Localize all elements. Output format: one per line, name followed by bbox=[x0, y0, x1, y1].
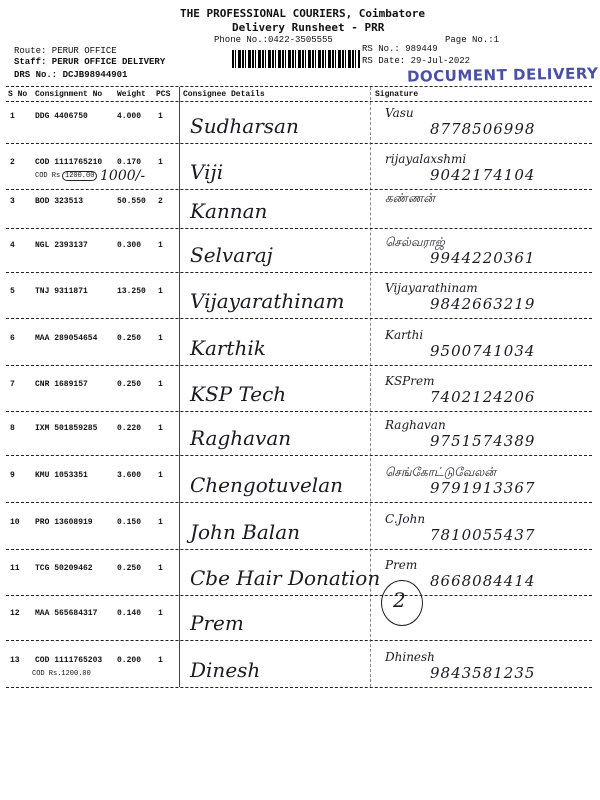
row-weight: 0.250 bbox=[117, 380, 142, 389]
col-sno: S No bbox=[8, 90, 28, 99]
col-consignee: Consignee Details bbox=[183, 90, 265, 99]
row-pcs: 1 bbox=[158, 241, 163, 250]
row-pcs: 1 bbox=[158, 158, 163, 167]
row-phone: 9791913367 bbox=[430, 479, 536, 497]
rs-number: RS No.: 989449 bbox=[362, 44, 438, 54]
row-phone: 7810055437 bbox=[430, 526, 536, 544]
signature-divider bbox=[370, 87, 371, 687]
row-separator bbox=[6, 640, 592, 641]
document-delivery-stamp: DOCUMENT DELIVERY bbox=[406, 64, 599, 86]
row-consignment: KMU 1053351 bbox=[35, 471, 88, 480]
row-sno: 8 bbox=[10, 424, 15, 433]
col-pcs: PCS bbox=[156, 90, 171, 99]
row-separator bbox=[6, 143, 592, 144]
row-signature: கண்ணன் bbox=[385, 191, 435, 205]
row-separator bbox=[6, 365, 592, 366]
row-sno: 7 bbox=[10, 380, 15, 389]
row-sno: 13 bbox=[10, 656, 20, 665]
row-pcs: 1 bbox=[158, 112, 163, 121]
row-pcs: 1 bbox=[158, 334, 163, 343]
row-sno: 5 bbox=[10, 287, 15, 296]
row-pcs: 1 bbox=[158, 564, 163, 573]
row-consignment: DDG 4406750 bbox=[35, 112, 88, 121]
company-name: THE PROFESSIONAL COURIERS, Coimbatore bbox=[180, 7, 426, 20]
row-signature: Vijayarathinam bbox=[385, 281, 478, 295]
row-pcs: 1 bbox=[158, 518, 163, 527]
cod-line: COD Rs.1200.00 bbox=[32, 670, 91, 678]
row-consignee-name: Selvaraj bbox=[190, 243, 273, 267]
row-sno: 3 bbox=[10, 197, 15, 206]
row-weight: 0.220 bbox=[117, 424, 142, 433]
row-consignment: MAA 289054654 bbox=[35, 334, 98, 343]
row-weight: 50.550 bbox=[117, 197, 146, 206]
header-rule bbox=[6, 101, 592, 102]
row-signature: செங்கோட்டுவேலன் bbox=[385, 465, 496, 479]
row-sno: 11 bbox=[10, 564, 20, 573]
row-signature: KSPrem bbox=[385, 374, 435, 388]
phone-number: Phone No.:0422-3505555 bbox=[214, 35, 333, 45]
page-number: Page No.:1 bbox=[445, 35, 500, 45]
row-separator bbox=[6, 502, 592, 503]
row-signature: rijayalaxshmi bbox=[385, 152, 467, 166]
document-title: Delivery Runsheet - PRR bbox=[232, 21, 385, 34]
consignee-divider bbox=[179, 87, 180, 687]
row-separator bbox=[6, 549, 592, 550]
row-phone: 9500741034 bbox=[430, 342, 536, 360]
row-sno: 4 bbox=[10, 241, 15, 250]
row-weight: 0.140 bbox=[117, 609, 142, 618]
rs-date: RS Date: 29-Jul-2022 bbox=[362, 56, 471, 66]
row-weight: 13.250 bbox=[117, 287, 146, 296]
row-pcs: 2 bbox=[158, 197, 163, 206]
row-phone: 9843581235 bbox=[430, 664, 536, 682]
cod-amount-circled: 1200.00 bbox=[62, 171, 97, 181]
row-sno: 1 bbox=[10, 112, 15, 121]
row-phone: 8778506998 bbox=[430, 120, 536, 138]
row-signature: Vasu bbox=[385, 106, 414, 120]
row-consignment: BOD 323513 bbox=[35, 197, 84, 206]
row-separator bbox=[6, 687, 592, 688]
row-weight: 3.600 bbox=[117, 471, 142, 480]
row-pcs: 1 bbox=[158, 380, 163, 389]
col-signature: Signature bbox=[375, 90, 419, 99]
row-signature: Prem bbox=[385, 558, 418, 572]
circled-note: 2 bbox=[393, 588, 406, 612]
row-consignee-name: KSP Tech bbox=[190, 382, 287, 406]
row-signature: Raghavan bbox=[385, 418, 446, 432]
row-sno: 10 bbox=[10, 518, 20, 527]
row-weight: 0.150 bbox=[117, 518, 142, 527]
row-weight: 0.300 bbox=[117, 241, 142, 250]
row-separator bbox=[6, 595, 592, 596]
row-pcs: 1 bbox=[158, 656, 163, 665]
row-consignment: CNR 1689157 bbox=[35, 380, 88, 389]
row-consignment: COD 1111765203 bbox=[35, 656, 103, 665]
row-sno: 9 bbox=[10, 471, 15, 480]
row-sno: 12 bbox=[10, 609, 20, 618]
row-consignment: TCG 50209462 bbox=[35, 564, 93, 573]
row-separator bbox=[6, 189, 592, 190]
row-pcs: 1 bbox=[158, 424, 163, 433]
cod-prefix: COD Rs bbox=[35, 172, 61, 180]
row-weight: 0.200 bbox=[117, 656, 142, 665]
row-consignee-name: Karthik bbox=[190, 336, 266, 360]
row-consignee-name: Dinesh bbox=[190, 658, 261, 682]
row-phone: 9751574389 bbox=[430, 432, 536, 450]
row-pcs: 1 bbox=[158, 471, 163, 480]
table-top-rule bbox=[6, 86, 592, 87]
row-phone: 9944220361 bbox=[430, 249, 536, 267]
staff-label: Staff: PERUR OFFICE DELIVERY bbox=[14, 57, 166, 67]
route-label: Route: PERUR OFFICE bbox=[14, 46, 117, 56]
row-phone: 9042174104 bbox=[430, 166, 536, 184]
row-consignment: IXM 501859285 bbox=[35, 424, 98, 433]
row-consignee-name: Sudharsan bbox=[190, 114, 299, 138]
row-signature: Dhinesh bbox=[385, 650, 435, 664]
row-consignee-name: John Balan bbox=[190, 520, 300, 544]
row-separator bbox=[6, 455, 592, 456]
row-signature: செல்வராஜ் bbox=[385, 235, 445, 249]
cod-handwritten-amount: 1000/- bbox=[100, 168, 146, 184]
row-sno: 2 bbox=[10, 158, 15, 167]
row-sno: 6 bbox=[10, 334, 15, 343]
row-consignment: MAA 565684317 bbox=[35, 609, 98, 618]
row-consignee-name: Vijayarathinam bbox=[190, 289, 345, 313]
row-separator bbox=[6, 272, 592, 273]
row-phone: 7402124206 bbox=[430, 388, 536, 406]
row-consignment: NGL 2393137 bbox=[35, 241, 88, 250]
row-consignee-name: Prem bbox=[190, 611, 244, 635]
row-signature: Karthi bbox=[385, 328, 424, 342]
row-phone: 8668084414 bbox=[430, 572, 536, 590]
barcode bbox=[232, 50, 360, 68]
row-pcs: 1 bbox=[158, 609, 163, 618]
row-signature: C.John bbox=[385, 512, 426, 526]
row-consignee-name: Cbe Hair Donation bbox=[190, 566, 381, 590]
row-separator bbox=[6, 228, 592, 229]
row-weight: 0.250 bbox=[117, 334, 142, 343]
row-consignee-name: Chengotuvelan bbox=[190, 473, 343, 497]
row-consignment: COD 1111765210 bbox=[35, 158, 103, 167]
col-weight: Weight bbox=[117, 90, 146, 99]
row-weight: 4.000 bbox=[117, 112, 142, 121]
row-consignment: PRO 13608919 bbox=[35, 518, 93, 527]
row-consignee-name: Raghavan bbox=[190, 426, 292, 450]
row-consignee-name: Viji bbox=[190, 160, 224, 184]
col-consignment: Consignment No bbox=[35, 90, 103, 99]
row-weight: 0.250 bbox=[117, 564, 142, 573]
row-phone: 9842663219 bbox=[430, 295, 536, 313]
row-separator bbox=[6, 411, 592, 412]
row-consignment: TNJ 9311871 bbox=[35, 287, 88, 296]
row-weight: 0.170 bbox=[117, 158, 142, 167]
row-separator bbox=[6, 318, 592, 319]
row-pcs: 1 bbox=[158, 287, 163, 296]
drs-number: DRS No.: DCJB98944901 bbox=[14, 70, 128, 80]
row-consignee-name: Kannan bbox=[190, 199, 268, 223]
